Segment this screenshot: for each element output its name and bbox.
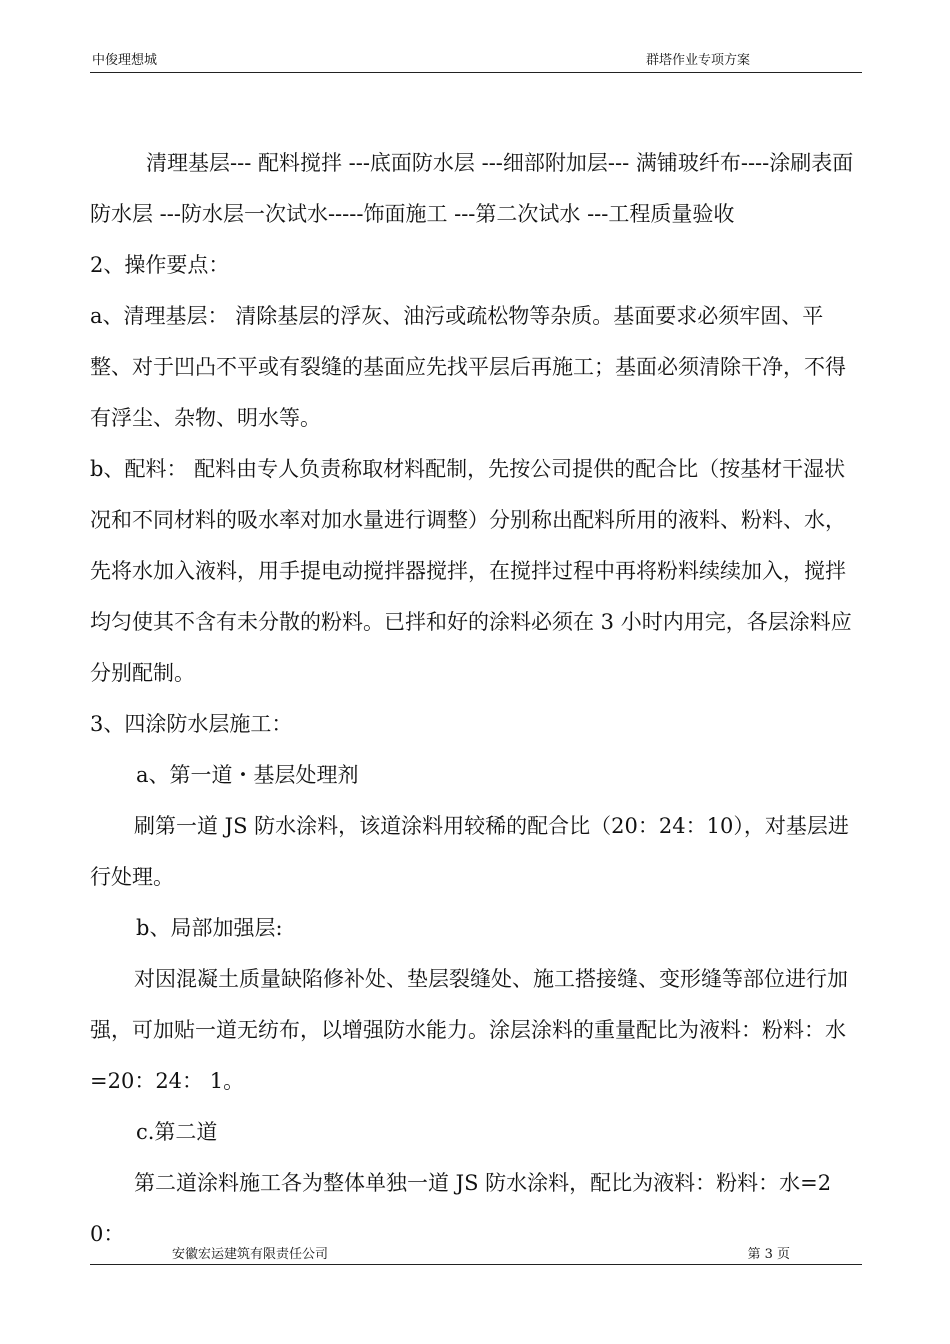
paragraph-first-coat: 刷第一道 JS 防水涂料，该道涂料用较稀的配合比（20：24：10），对基层进行处理。 [90, 814, 849, 889]
subheading-local-reinforcement: b、局部加强层: [136, 916, 283, 940]
paragraph-clean-base: a、清理基层： 清除基层的浮灰、油污或疏松物等杂质。基面要求必须牢固、平整、对于凹凸不平或有裂缝的基面应先找平层后再施工；基面必须清除干净，不得有浮尘、杂物、明水等。 [90, 304, 846, 430]
header-document-title: 群塔作业专项方案 [645, 53, 750, 68]
paragraph-mixing: b、配料： 配料由专人负责称取材料配制，先按公司提供的配合比（按基材干湿状况和不同材料的吸水率对加水量进行调整）分别称出配料所用的液料、粉料、水，先将水加入液料，用手提电动搅拌器搅拌，在搅拌过程中再将粉料续续加入，搅拌均匀使其不含有未分散的粉料。已拌和好的涂料必须在 3 小时内用完，各层涂料应分别配制。 [90, 457, 852, 685]
document-body [90, 138, 862, 1260]
page-footer [90, 1244, 862, 1265]
page-header [90, 50, 862, 73]
paragraph-second-coat: 第二道涂料施工各为整体单独一道 JS 防水涂料，配比为液料：粉料：水=20： [90, 1171, 832, 1246]
footer-page-number: 第 3 页 [747, 1247, 790, 1262]
process-flow-paragraph: 清理基层--- 配料搅拌 ---底面防水层 ---细部附加层--- 满铺玻纤布----涂刷表面防水层 ---防水层一次试水-----饰面施工 ---第二次试水 ---工程质量验收 [90, 151, 854, 226]
subheading-second-coat: c.第二道 [136, 1120, 218, 1144]
section-heading-operation-points: 2、操作要点： [90, 253, 230, 277]
paragraph-local-reinforcement: 对因混凝土质量缺陷修补处、垫层裂缝处、施工搭接缝、变形缝等部位进行加强，可加贴一道无纺布，以增强防水能力。涂层涂料的重量配比为液料：粉料：水=20：24： 1。 [90, 967, 848, 1093]
section-heading-waterproof-layers: 3、四涂防水层施工： [90, 712, 293, 736]
footer-company-name: 安徽宏运建筑有限责任公司 [172, 1247, 329, 1262]
subheading-first-coat: a、第一道・基层处理剂 [136, 763, 359, 787]
header-project-name: 中俊理想城 [92, 53, 158, 68]
